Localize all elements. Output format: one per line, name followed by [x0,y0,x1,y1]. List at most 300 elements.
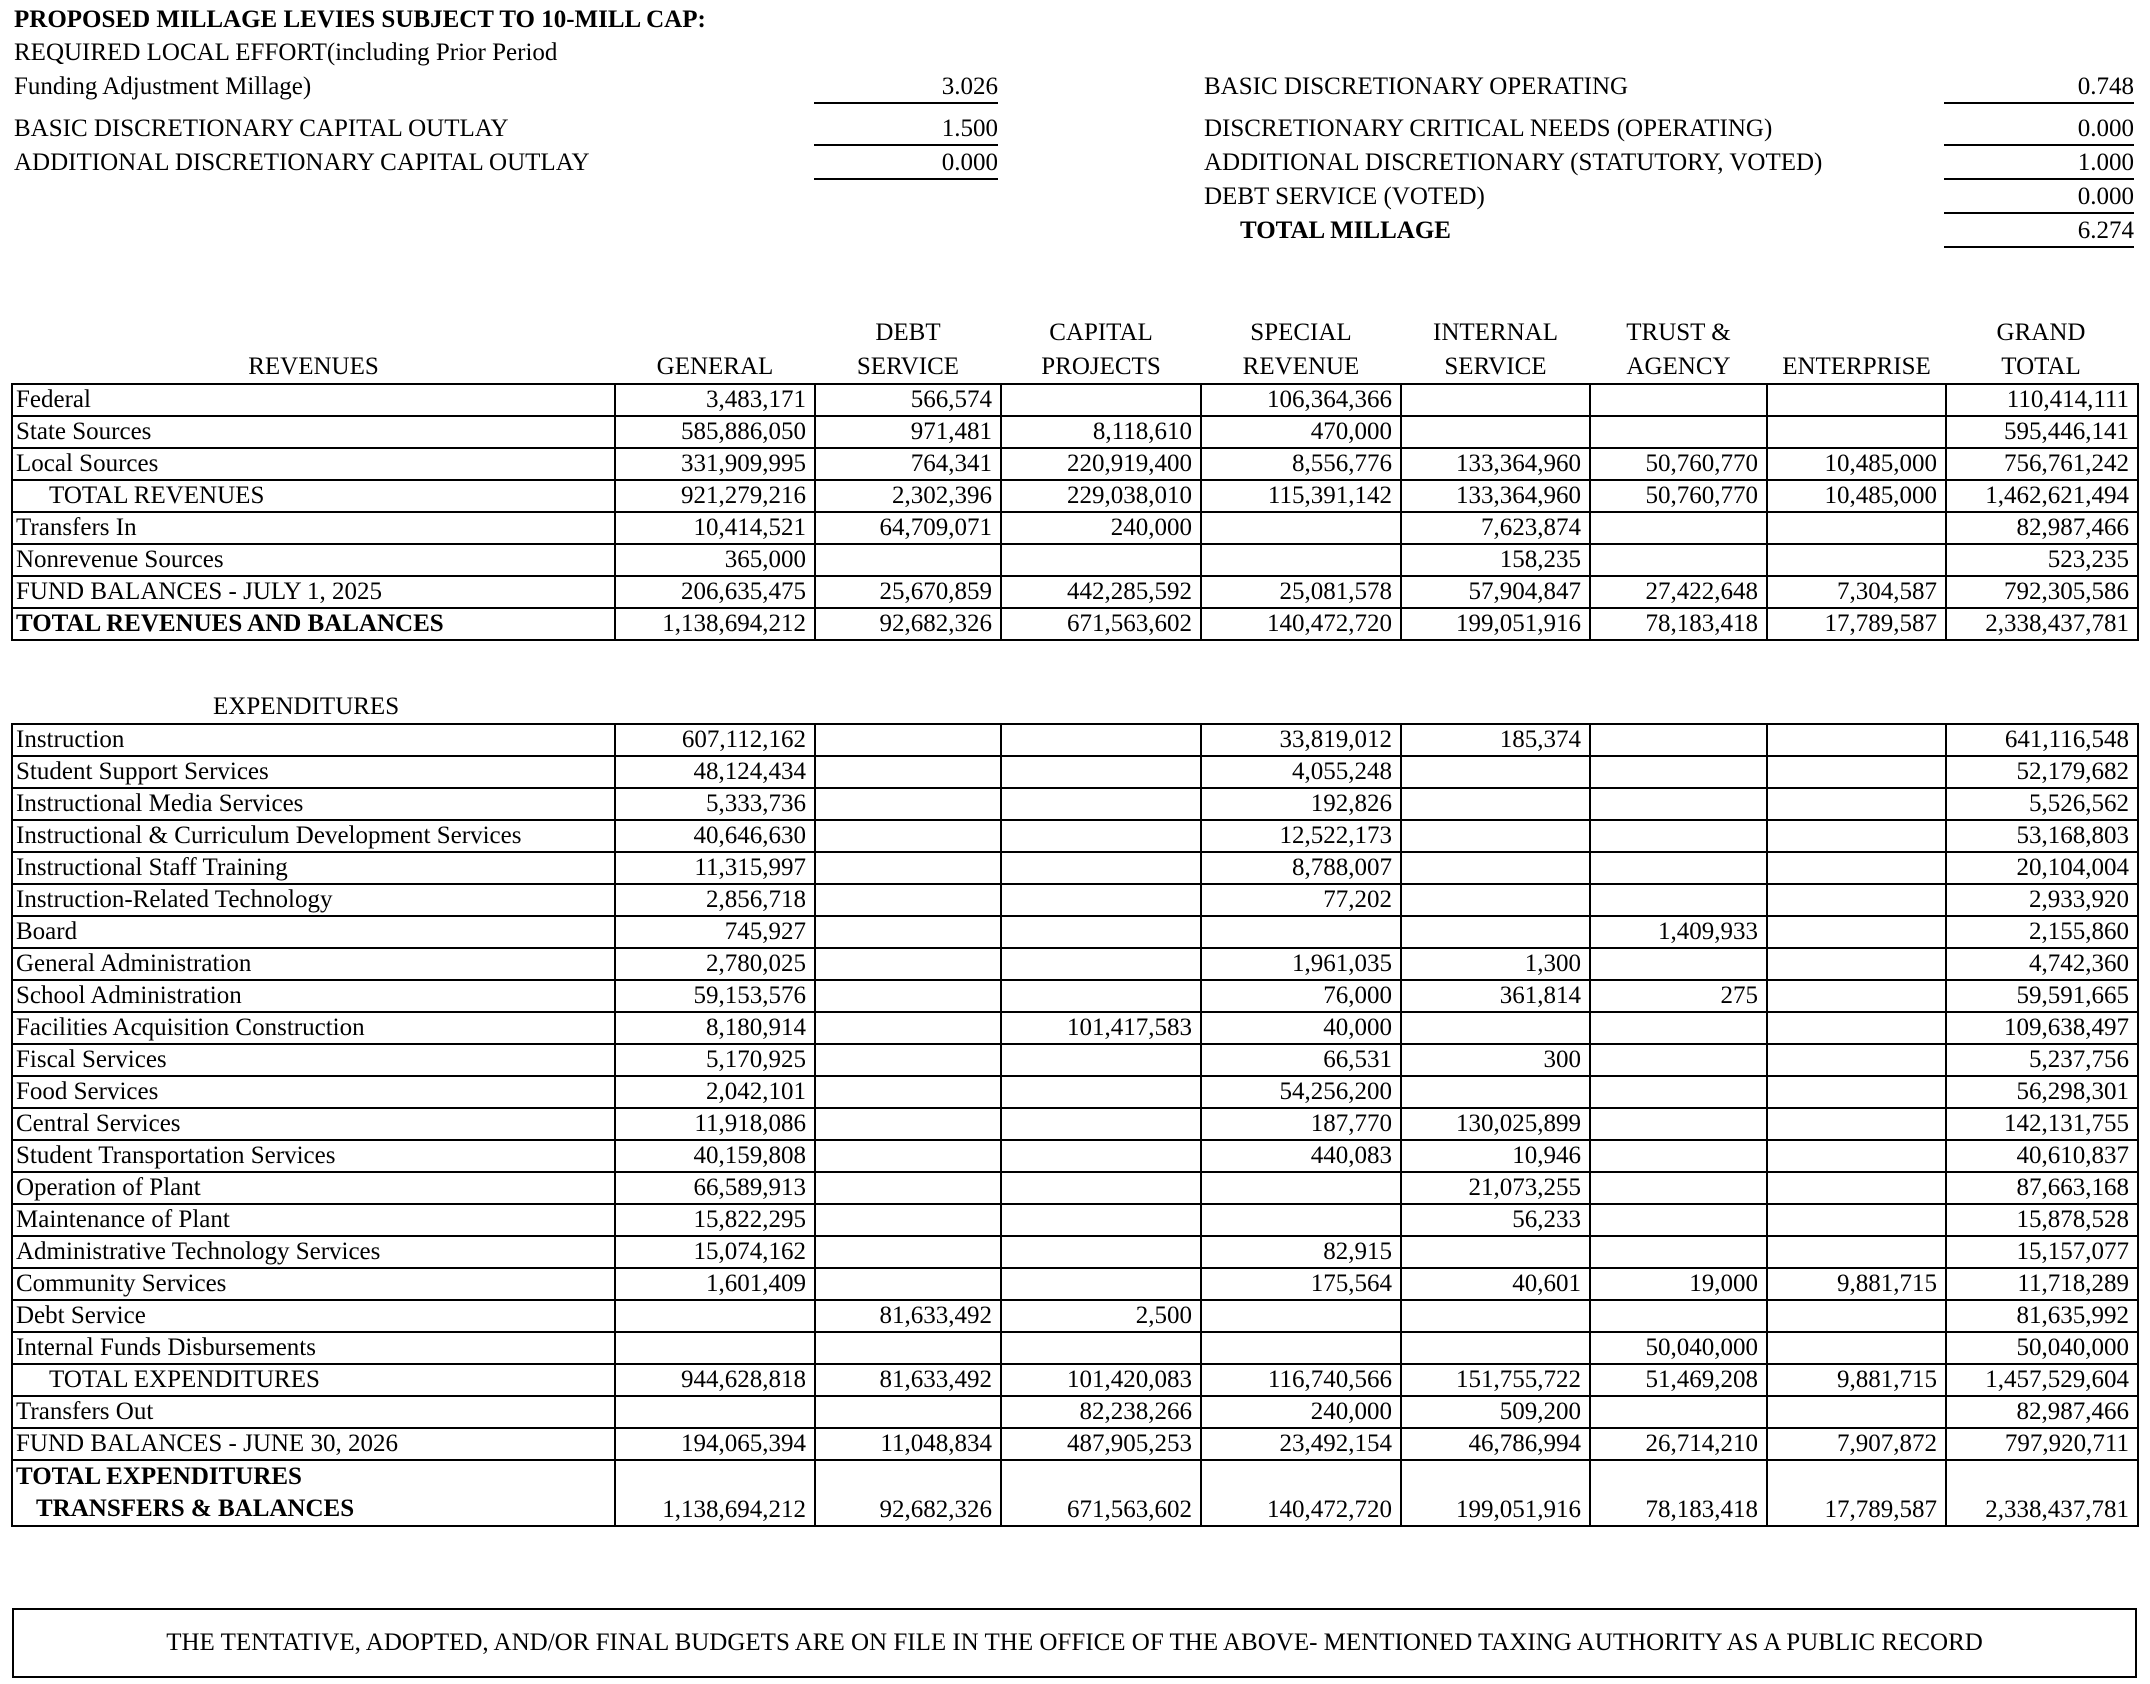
row-label: Instructional & Curriculum Development Services [12,820,615,852]
cell-value: 187,770 [1201,1108,1401,1140]
cell-value [1767,1204,1946,1236]
col-capital-line1: CAPITAL [1049,319,1153,346]
row-label: Student Support Services [12,756,615,788]
critical-needs-label: DISCRETIONARY CRITICAL NEEDS (OPERATING) [1204,115,1773,142]
rle-label-line2: Funding Adjustment Millage) [14,73,312,100]
col-trust-line2: AGENCY [1626,353,1731,380]
row-label: Local Sources [12,448,615,480]
table-row [12,384,2138,416]
cell-value: 1,138,694,212 [615,1460,815,1526]
cell-value [1001,724,1201,756]
total-millage-value: 6.274 [1944,216,2134,248]
cell-value: 365,000 [615,544,815,576]
table-row [12,1300,2138,1332]
cell-value: 20,104,004 [1946,852,2138,884]
cell-value: 64,709,071 [815,512,1001,544]
debt-voted-value: 0.000 [1944,182,2134,214]
cell-value: 1,601,409 [615,1268,815,1300]
col-enterprise: ENTERPRISE [1782,353,1931,380]
cell-value: 76,000 [1201,980,1401,1012]
cell-value: 40,000 [1201,1012,1401,1044]
cell-value: 470,000 [1201,416,1401,448]
cell-value [1767,852,1946,884]
cell-value [815,1236,1001,1268]
cell-value [815,980,1001,1012]
cell-value [815,1268,1001,1300]
cell-value [1590,884,1767,916]
cell-value: 1,462,621,494 [1946,480,2138,512]
cell-value [1401,1076,1590,1108]
cell-value [1767,544,1946,576]
cell-value: 15,878,528 [1946,1204,2138,1236]
cell-value: 671,563,602 [1001,608,1201,640]
cell-value: 971,481 [815,416,1001,448]
cell-value: 48,124,434 [615,756,815,788]
cell-value: 9,881,715 [1767,1364,1946,1396]
cell-value [815,788,1001,820]
cell-value: 12,522,173 [1201,820,1401,852]
cell-value: 331,909,995 [615,448,815,480]
cell-value: 185,374 [1401,724,1590,756]
cell-value [1401,1332,1590,1364]
cell-value [1590,724,1767,756]
cell-value: 50,040,000 [1590,1332,1767,1364]
table-row [12,1204,2138,1236]
cell-value: 5,333,736 [615,788,815,820]
cell-value [1201,1300,1401,1332]
cell-value: 2,500 [1001,1300,1201,1332]
table-row [12,1012,2138,1044]
table-row [12,980,2138,1012]
cell-value: 229,038,010 [1001,480,1201,512]
cell-value: 17,789,587 [1767,1460,1946,1526]
cell-value: 15,157,077 [1946,1236,2138,1268]
cell-value [1001,1236,1201,1268]
cell-value: 206,635,475 [615,576,815,608]
cell-value [1401,756,1590,788]
table-row [12,416,2138,448]
cell-value [1767,416,1946,448]
revenues-heading: REVENUES [248,353,379,380]
cell-value: 585,886,050 [615,416,815,448]
cell-value [1767,916,1946,948]
cell-value: 192,826 [1201,788,1401,820]
cell-value [815,852,1001,884]
cell-value [1001,1172,1201,1204]
row-label: FUND BALANCES - JULY 1, 2025 [12,576,615,608]
cell-value: 641,116,548 [1946,724,2138,756]
cell-value: 1,961,035 [1201,948,1401,980]
cell-value [1767,512,1946,544]
cell-value: 671,563,602 [1001,1460,1201,1526]
cell-value [1767,884,1946,916]
cell-value [1590,1172,1767,1204]
cell-value [1767,820,1946,852]
table-row [12,820,2138,852]
cell-value: 19,000 [1590,1268,1767,1300]
row-label: Federal [12,384,615,416]
cell-value [1767,724,1946,756]
cell-value [1590,512,1767,544]
col-internal-line1: INTERNAL [1433,319,1558,346]
cell-value: 53,168,803 [1946,820,2138,852]
cell-value [1767,1076,1946,1108]
basic-capital-label: BASIC DISCRETIONARY CAPITAL OUTLAY [14,115,509,142]
table-row [12,448,2138,480]
cell-value: 51,469,208 [1590,1364,1767,1396]
cell-value [1201,1172,1401,1204]
cell-value [1590,416,1767,448]
cell-value [1001,884,1201,916]
cell-value [1767,1140,1946,1172]
cell-value [1001,980,1201,1012]
cell-value: 756,761,242 [1946,448,2138,480]
row-label: Food Services [12,1076,615,1108]
cell-value: 115,391,142 [1201,480,1401,512]
row-label: Transfers In [12,512,615,544]
cell-value: 151,755,722 [1401,1364,1590,1396]
table-row [12,1364,2138,1396]
cell-value [1590,1108,1767,1140]
cell-value [815,1204,1001,1236]
cell-value [1767,948,1946,980]
cell-value [1001,1076,1201,1108]
cell-value: 56,298,301 [1946,1076,2138,1108]
row-label: Administrative Technology Services [12,1236,615,1268]
cell-value: 5,237,756 [1946,1044,2138,1076]
row-label: Instructional Staff Training [12,852,615,884]
table-row [12,480,2138,512]
table-row [12,1076,2138,1108]
cell-value: 300 [1401,1044,1590,1076]
cell-value: 11,918,086 [615,1108,815,1140]
cell-value: 566,574 [815,384,1001,416]
cell-value: 56,233 [1401,1204,1590,1236]
cell-value [1767,384,1946,416]
row-label: FUND BALANCES - JUNE 30, 2026 [12,1428,615,1460]
row-label: Instructional Media Services [12,788,615,820]
cell-value [1401,384,1590,416]
cell-value [1201,544,1401,576]
table-row [12,788,2138,820]
cell-value: 11,315,997 [615,852,815,884]
table-row [12,1332,2138,1364]
cell-value [615,1332,815,1364]
cell-value: 46,786,994 [1401,1428,1590,1460]
cell-value [1001,1044,1201,1076]
cell-value [1767,1044,1946,1076]
cell-value: 26,714,210 [1590,1428,1767,1460]
cell-value [1201,1332,1401,1364]
cell-value [1767,1012,1946,1044]
cell-value: 2,302,396 [815,480,1001,512]
basic-operating-label: BASIC DISCRETIONARY OPERATING [1204,73,1629,100]
cell-value [1590,1204,1767,1236]
row-label: Facilities Acquisition Construction [12,1012,615,1044]
cell-value [1767,1332,1946,1364]
cell-value: 10,414,521 [615,512,815,544]
row-label: Instruction [12,724,615,756]
cell-value [815,1172,1001,1204]
row-label: TOTAL REVENUES [12,480,615,512]
cell-value [1590,1300,1767,1332]
cell-value [1767,1300,1946,1332]
cell-value [1767,788,1946,820]
basic-operating-value: 0.748 [1944,72,2134,104]
cell-value: 82,238,266 [1001,1396,1201,1428]
cell-value: 82,987,466 [1946,512,2138,544]
cell-value [815,1012,1001,1044]
cell-value [1590,1076,1767,1108]
cell-value [1401,820,1590,852]
cell-value: 23,492,154 [1201,1428,1401,1460]
cell-value: 15,074,162 [615,1236,815,1268]
table-row [12,512,2138,544]
cell-value: 92,682,326 [815,608,1001,640]
cell-value: 4,742,360 [1946,948,2138,980]
cell-value: 175,564 [1201,1268,1401,1300]
cell-value: 92,682,326 [815,1460,1001,1526]
row-label: Debt Service [12,1300,615,1332]
cell-value: 199,051,916 [1401,1460,1590,1526]
row-label: Operation of Plant [12,1172,615,1204]
cell-value: 194,065,394 [615,1428,815,1460]
cell-value [1590,788,1767,820]
cell-value [615,1396,815,1428]
final-label-line1: TOTAL EXPENDITURES [16,1463,302,1490]
cell-value: 487,905,253 [1001,1428,1201,1460]
cell-value [1401,884,1590,916]
cell-value: 2,042,101 [615,1076,815,1108]
row-label: Internal Funds Disbursements [12,1332,615,1364]
col-internal-line2: SERVICE [1444,353,1547,380]
cell-value: 8,788,007 [1201,852,1401,884]
table-row [12,1268,2138,1300]
row-label: Nonrevenue Sources [12,544,615,576]
cell-value: 17,789,587 [1767,608,1946,640]
table-row [12,756,2138,788]
cell-value [815,1108,1001,1140]
cell-value [815,1044,1001,1076]
col-grand-line2: TOTAL [2001,353,2081,380]
col-debt-line1: DEBT [875,319,941,346]
cell-value: 8,180,914 [615,1012,815,1044]
cell-value: 7,907,872 [1767,1428,1946,1460]
table-row [12,1044,2138,1076]
cell-value: 59,591,665 [1946,980,2138,1012]
cell-value [1767,1108,1946,1140]
cell-value [1401,1300,1590,1332]
expenditures-table [11,723,2139,1527]
cell-value: 2,933,920 [1946,884,2138,916]
table-row [12,1396,2138,1428]
millage-heading: PROPOSED MILLAGE LEVIES SUBJECT TO 10-MILL CAP: [14,6,706,33]
cell-value [1590,1044,1767,1076]
additional-capital-label: ADDITIONAL DISCRETIONARY CAPITAL OUTLAY [14,149,590,176]
cell-value: 10,485,000 [1767,448,1946,480]
final-label-line2: TRANSFERS & BALANCES [36,1495,355,1522]
cell-value [1767,980,1946,1012]
cell-value [1001,756,1201,788]
cell-value: 944,628,818 [615,1364,815,1396]
cell-value [1767,1172,1946,1204]
cell-value [815,820,1001,852]
expenditures-heading: EXPENDITURES [213,693,400,720]
cell-value [1001,544,1201,576]
table-row [12,1236,2138,1268]
cell-value: 361,814 [1401,980,1590,1012]
cell-value [1001,1204,1201,1236]
cell-value: 66,589,913 [615,1172,815,1204]
cell-value: 8,118,610 [1001,416,1201,448]
basic-capital-value: 1.500 [814,114,998,146]
cell-value [815,948,1001,980]
additional-statutory-value: 1.000 [1944,148,2134,180]
cell-value: 1,409,933 [1590,916,1767,948]
cell-value: 27,422,648 [1590,576,1767,608]
cell-value [815,756,1001,788]
grand-total-row [12,1460,2138,1526]
table-row [12,724,2138,756]
col-debt-line2: SERVICE [856,353,960,380]
cell-value: 4,055,248 [1201,756,1401,788]
debt-voted-label: DEBT SERVICE (VOTED) [1204,183,1485,210]
cell-value: 101,420,083 [1001,1364,1201,1396]
cell-value: 2,155,860 [1946,916,2138,948]
cell-value: 50,040,000 [1946,1332,2138,1364]
cell-value [815,1396,1001,1428]
cell-value: 82,987,466 [1946,1396,2138,1428]
cell-value: 33,819,012 [1201,724,1401,756]
row-label: TOTAL EXPENDITURES [12,1364,615,1396]
cell-value [1590,852,1767,884]
cell-value [1001,916,1201,948]
table-row [12,544,2138,576]
row-label: State Sources [12,416,615,448]
cell-value: 764,341 [815,448,1001,480]
cell-value: 523,235 [1946,544,2138,576]
cell-value [1001,852,1201,884]
cell-value [615,1300,815,1332]
rle-label-line1: REQUIRED LOCAL EFFORT(including Prior Period [14,39,558,66]
cell-value [1401,916,1590,948]
table-row [12,948,2138,980]
cell-value: 66,531 [1201,1044,1401,1076]
col-special-line1: SPECIAL [1250,319,1352,346]
cell-value [1001,1108,1201,1140]
cell-value: 2,338,437,781 [1946,608,2138,640]
table-row [12,608,2138,640]
cell-value: 607,112,162 [615,724,815,756]
cell-value: 15,822,295 [615,1204,815,1236]
cell-value: 440,083 [1201,1140,1401,1172]
cell-value: 101,417,583 [1001,1012,1201,1044]
cell-value: 81,633,492 [815,1300,1001,1332]
total-millage-label: TOTAL MILLAGE [1240,217,1451,244]
col-special-line2: REVENUE [1242,353,1360,380]
additional-capital-value: 0.000 [814,148,998,180]
cell-value: 10,485,000 [1767,480,1946,512]
row-label: TOTAL REVENUES AND BALANCES [12,608,615,640]
cell-value: 21,073,255 [1401,1172,1590,1204]
row-label: Central Services [12,1108,615,1140]
cell-value: 1,300 [1401,948,1590,980]
cell-value [1401,788,1590,820]
cell-value [815,916,1001,948]
cell-value [1590,1012,1767,1044]
cell-value: 40,601 [1401,1268,1590,1300]
cell-value: 133,364,960 [1401,480,1590,512]
cell-value: 57,904,847 [1401,576,1590,608]
cell-value: 8,556,776 [1201,448,1401,480]
cell-value: 40,159,808 [615,1140,815,1172]
cell-value: 81,633,492 [815,1364,1001,1396]
cell-value [1590,756,1767,788]
row-label: Fiscal Services [12,1044,615,1076]
row-label: Transfers Out [12,1396,615,1428]
row-label: Community Services [12,1268,615,1300]
cell-value: 109,638,497 [1946,1012,2138,1044]
additional-statutory-label: ADDITIONAL DISCRETIONARY (STATUTORY, VOTED) [1204,149,1823,176]
cell-value [815,1140,1001,1172]
cell-value: 199,051,916 [1401,608,1590,640]
public-record-notice: THE TENTATIVE, ADOPTED, AND/OR FINAL BUDGETS ARE ON FILE IN THE OFFICE OF THE ABOVE- MENTIONED TAXING AUTHORITY AS A PUBLIC RECORD [12,1608,2137,1678]
cell-value [1767,1236,1946,1268]
cell-value [1767,1396,1946,1428]
cell-value [1001,788,1201,820]
table-row [12,576,2138,608]
cell-value: 2,780,025 [615,948,815,980]
critical-needs-value: 0.000 [1944,114,2134,146]
revenues-table [11,383,2139,641]
cell-value: 59,153,576 [615,980,815,1012]
cell-value: 275 [1590,980,1767,1012]
cell-value: 50,760,770 [1590,448,1767,480]
cell-value [1401,1236,1590,1268]
cell-value [1001,948,1201,980]
cell-value [1201,512,1401,544]
cell-value: 133,364,960 [1401,448,1590,480]
cell-value: 140,472,720 [1201,1460,1401,1526]
cell-value: 792,305,586 [1946,576,2138,608]
cell-value: 54,256,200 [1201,1076,1401,1108]
col-general: GENERAL [656,353,774,380]
col-trust-line1: TRUST & [1626,319,1731,346]
table-row [12,1140,2138,1172]
cell-value: 509,200 [1401,1396,1590,1428]
row-label: School Administration [12,980,615,1012]
cell-value: 9,881,715 [1767,1268,1946,1300]
cell-value: 5,170,925 [615,1044,815,1076]
cell-value: 116,740,566 [1201,1364,1401,1396]
cell-value [1401,416,1590,448]
cell-value: 81,635,992 [1946,1300,2138,1332]
cell-value: 40,646,630 [615,820,815,852]
cell-value: 77,202 [1201,884,1401,916]
cell-value: 745,927 [615,916,815,948]
cell-value: 921,279,216 [615,480,815,512]
cell-value [1001,1268,1201,1300]
cell-value [1590,1396,1767,1428]
cell-value [1001,1332,1201,1364]
cell-value [1590,544,1767,576]
cell-value [1590,820,1767,852]
rle-value: 3.026 [814,72,998,104]
table-row [12,1172,2138,1204]
table-row [12,1108,2138,1140]
row-label: Board [12,916,615,948]
cell-value: 50,760,770 [1590,480,1767,512]
